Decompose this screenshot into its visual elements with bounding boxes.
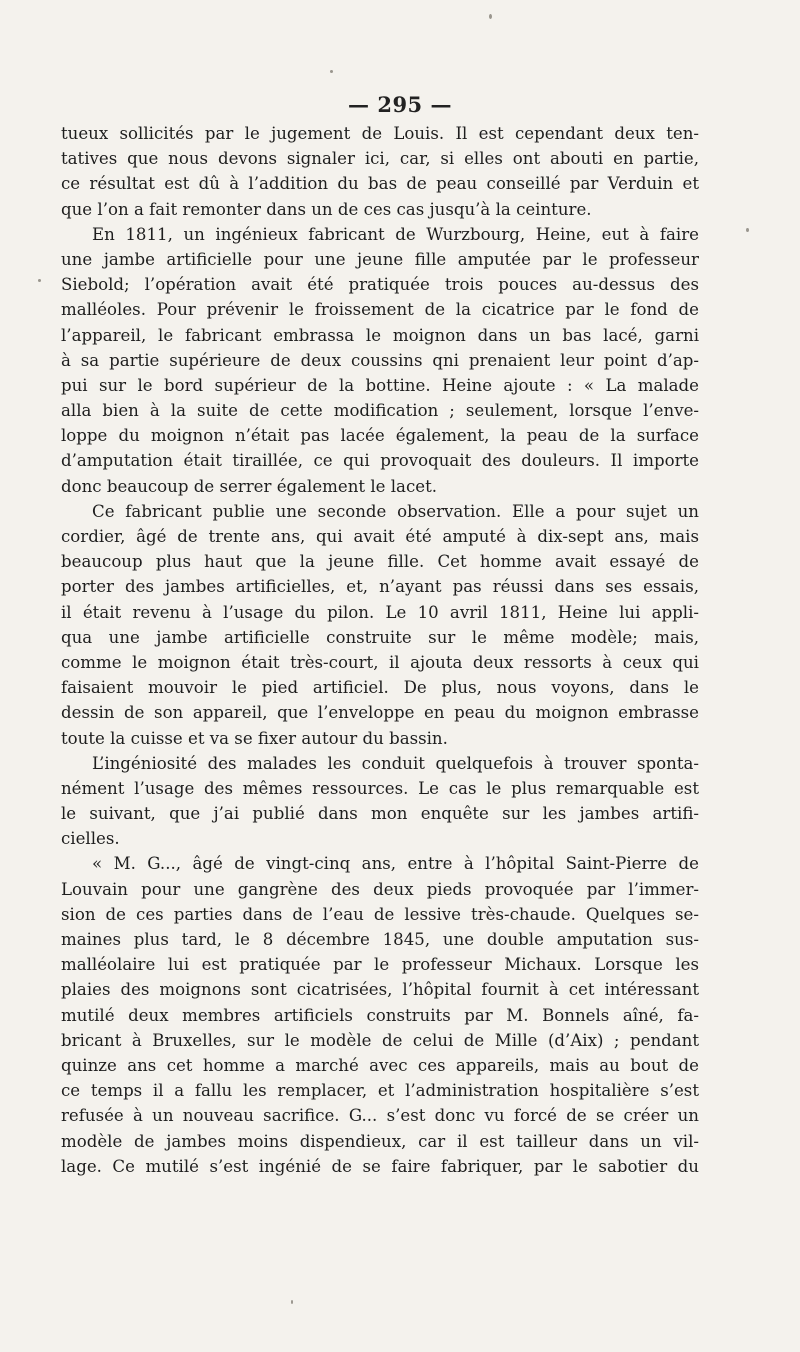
text-line: malléolaire lui est pratiquée par le professeur Michaux. Lorsque les [61,955,699,975]
text-line: nément l’usage des mêmes ressources. Le cas le plus remarquable est [61,778,699,798]
text-line: d’amputation était tiraillée, ce qui provoquait des douleurs. Il importe [61,451,699,471]
text-line: porter des jambes artificielles, et, n’ayant pas réussi dans ses essais, [61,577,699,597]
scan-speck [38,279,41,282]
text-line: cielles. [61,829,120,849]
scan-speck [330,70,333,73]
text-line: dessin de son appareil, que l’enveloppe en peau du moignon embrasse [61,703,699,723]
page-number: — 295 — [348,92,452,117]
text-line: à sa partie supérieure de deux coussins qni prenaient leur point d’ap- [61,350,699,370]
text-line: tatives que nous devons signaler ici, car, si elles ont abouti en partie, [61,149,699,169]
text-line: Louvain pour une gangrène des deux pieds provoquée par l’immer- [61,879,699,899]
text-line: que l’on a fait remonter dans un de ces cas jusqu’à la ceinture. [61,199,592,219]
text-line: il était revenu à l’usage du pilon. Le 10 avril 1811, Heine lui appli- [61,602,699,622]
text-line: « M. G..., âgé de vingt-cinq ans, entre à l’hôpital Saint-Pierre de [92,854,699,874]
text-line: malléoles. Pour prévenir le froissement de la cicatrice par le fond de [61,300,699,320]
text-line: lage. Ce mutilé s’est ingénié de se faire fabriquer, par le sabotier du [61,1156,699,1176]
text-line: alla bien à la suite de cette modification ; seulement, lorsque l’enve- [61,401,699,421]
text-line: Siebold; l’opération avait été pratiquée trois pouces au-dessus des [61,275,699,295]
text-line: refusée à un nouveau sacrifice. G... s’est donc vu forcé de se créer un [61,1106,699,1126]
body-text [61,121,699,1179]
text-line: ce temps il a fallu les remplacer, et l’administration hospitalière s’est [61,1081,699,1101]
text-line: sion de ces parties dans de l’eau de lessive très-chaude. Quelques se- [61,904,699,924]
text-line: beaucoup plus haut que la jeune fille. Cet homme avait essayé de [61,552,699,572]
text-line: mutilé deux membres artificiels construits par M. Bonnels aîné, fa- [61,1005,699,1025]
scan-speck [291,1300,293,1304]
text-line: comme le moignon était très-court, il ajouta deux ressorts à ceux qui [61,652,699,672]
text-line: modèle de jambes moins dispendieux, car il est tailleur dans un vil- [61,1131,699,1151]
scan-speck [489,14,492,19]
text-line: plaies des moignons sont cicatrisées, l’hôpital fournit à cet intéressant [61,980,699,1000]
text-line: En 1811, un ingénieux fabricant de Wurzbourg, Heine, eut à faire [92,224,699,244]
text-line: l’appareil, le fabricant embrassa le moignon dans un bas lacé, garni [61,325,699,345]
text-line: une jambe artificielle pour une jeune fille amputée par le professeur [61,249,699,269]
text-line: L’ingéniosité des malades les conduit quelquefois à trouver sponta- [92,753,699,773]
text-line: toute la cuisse et va se fixer autour du bassin. [61,728,448,748]
text-line: tueux sollicités par le jugement de Louis. Il est cependant deux ten- [61,124,699,143]
text-line: donc beaucoup de serrer également le lacet. [61,476,438,496]
text-line: Ce fabricant publie une seconde observation. Elle a pour sujet un [92,501,699,521]
text-line: qua une jambe artificielle construite sur le même modèle; mais, [61,627,699,647]
scan-speck [746,228,749,232]
text-line: ce résultat est dû à l’addition du bas de peau conseillé par Verduin et [61,174,699,194]
text-line: le suivant, que j’ai publié dans mon enquête sur les jambes artifi- [61,804,699,824]
text-line: loppe du moignon n’était pas lacée également, la peau de la surface [61,426,699,446]
text-line: bricant à Bruxelles, sur le modèle de celui de Mille (d’Aix) ; pendant [61,1030,699,1050]
text-line: cordier, âgé de trente ans, qui avait été amputé à dix-sept ans, mais [61,527,699,546]
text-line: faisaient mouvoir le pied artificiel. De plus, nous voyons, dans le [61,678,699,698]
text-line: pui sur le bord supérieur de la bottine. Heine ajoute : « La malade [61,375,699,395]
text-line: quinze ans cet homme a marché avec ces appareils, mais au bout de [61,1055,699,1075]
text-line: maines plus tard, le 8 décembre 1845, une double amputation sus- [61,930,699,949]
